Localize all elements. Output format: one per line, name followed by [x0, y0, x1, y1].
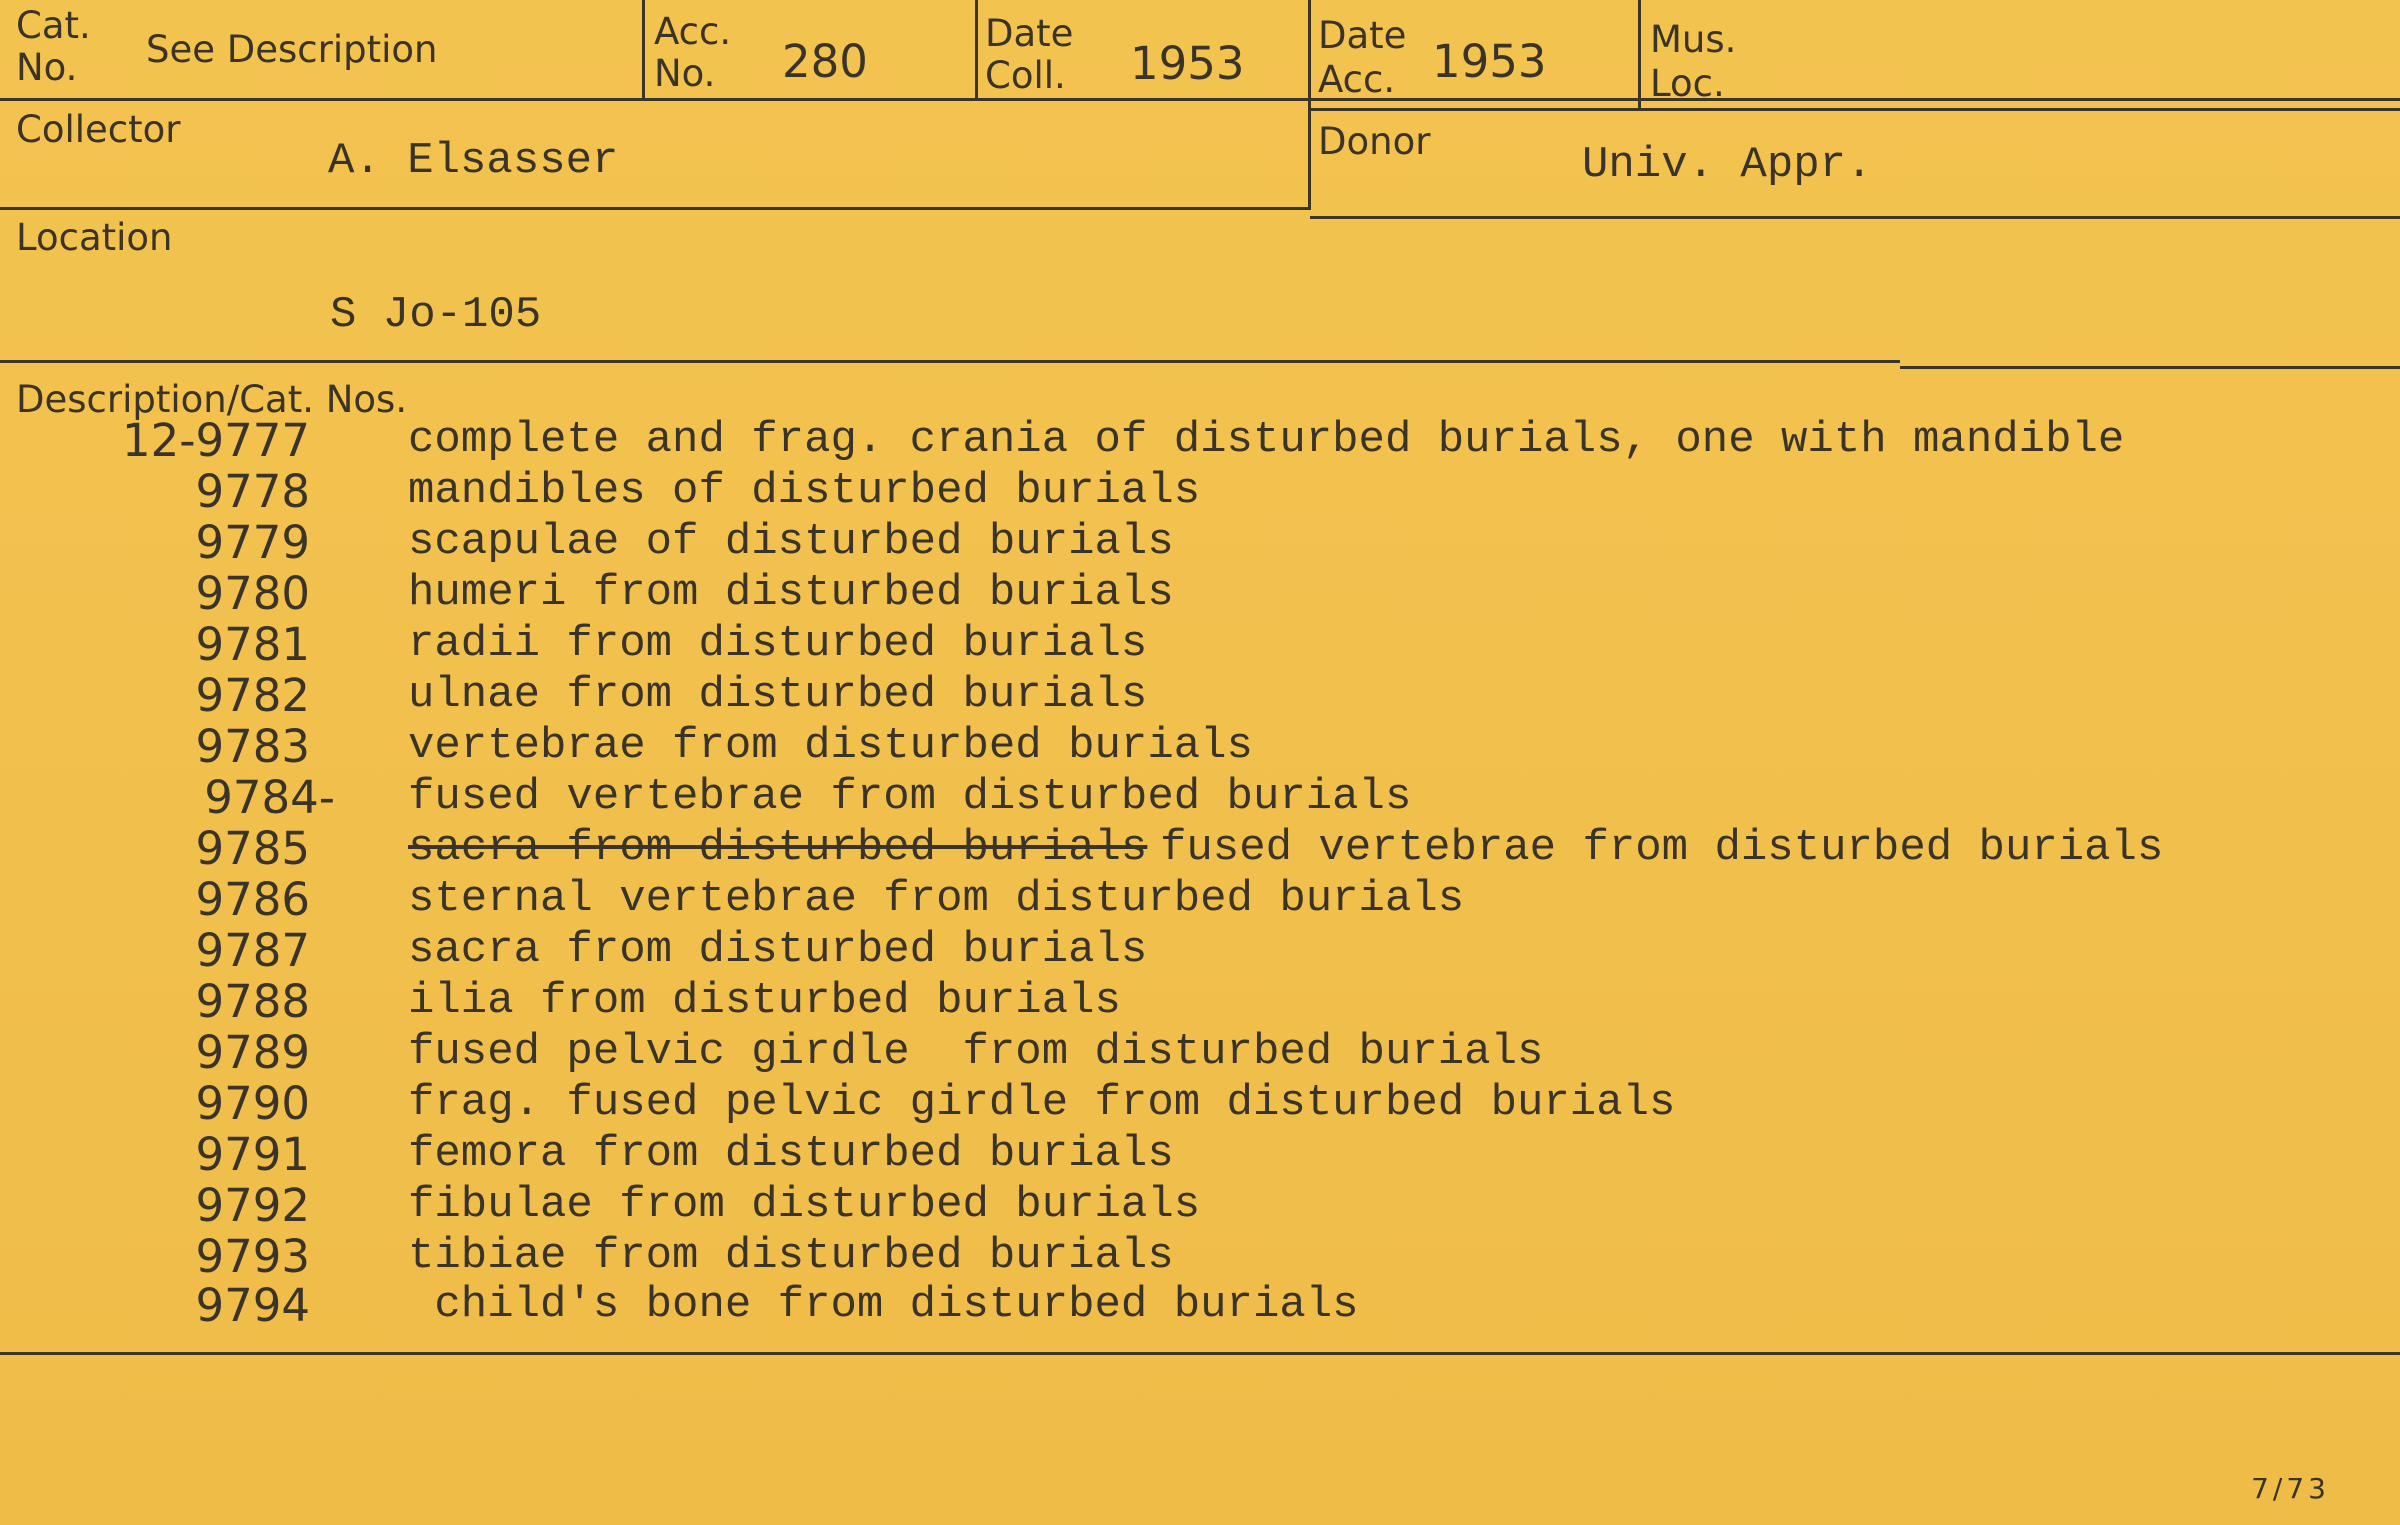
entry-text: child's bone from disturbed burials	[408, 1280, 1359, 1330]
mus-loc-label-2: Loc.	[1650, 62, 1725, 105]
entry-text: ilia from disturbed burials	[408, 976, 1121, 1026]
divider-3	[1308, 0, 1311, 110]
entry-number: 9792	[195, 1179, 310, 1232]
entry-number: 9790	[195, 1077, 310, 1130]
divider-2	[975, 0, 978, 100]
collector-donor-divider	[1308, 110, 1311, 210]
description-label: Description/Cat. Nos.	[16, 378, 408, 421]
footer-code: 7/73	[2251, 1472, 2330, 1505]
entry-text: ulnae from disturbed burials	[408, 670, 1148, 720]
description-bottom-rule	[0, 1352, 2400, 1355]
entry-text: vertebrae from disturbed burials	[408, 721, 1253, 771]
entry-number: 9781	[195, 618, 310, 671]
date-acc-value: 1953	[1432, 35, 1547, 88]
entry-text: mandibles of disturbed burials	[408, 466, 1201, 516]
entry-struck-text: sacra from disturbed burials	[408, 823, 1148, 873]
entry-text: radii from disturbed burials	[408, 619, 1148, 669]
entry-text: frag. fused pelvic girdle from disturbed burials	[408, 1078, 1676, 1128]
entry-number: 9778	[195, 465, 310, 518]
header-right-rule	[1310, 108, 2400, 111]
entry-text: sacra from disturbed burials	[408, 925, 1148, 975]
location-bottom-rule-b	[1900, 366, 2400, 369]
entry-number: 9783	[195, 720, 310, 773]
donor-bottom-rule	[1310, 216, 2400, 219]
cat-no-label-2: No.	[16, 46, 78, 89]
entry-number: 9794	[195, 1279, 310, 1332]
donor-value: Univ. Appr.	[1582, 140, 1873, 190]
location-bottom-rule-a	[0, 360, 1900, 363]
entry-text: femora from disturbed burials	[408, 1129, 1174, 1179]
entry-text: tibiae from disturbed burials	[408, 1231, 1174, 1281]
location-value: S Jo-105	[330, 290, 542, 340]
entry-text: fused vertebrae from disturbed burials	[408, 772, 1412, 822]
entry-text: fibulae from disturbed burials	[408, 1180, 1201, 1230]
entry-text: humeri from disturbed burials	[408, 568, 1174, 618]
entry-number: 9788	[195, 975, 310, 1028]
entry-text: scapulae of disturbed burials	[408, 517, 1174, 567]
cat-no-value: See Description	[146, 28, 438, 71]
date-coll-label-1: Date	[985, 12, 1074, 55]
entry-number: 9784-	[204, 771, 335, 824]
entry-text: fused pelvic girdle from disturbed burials	[408, 1027, 1544, 1077]
mus-loc-label-1: Mus.	[1650, 18, 1737, 61]
collector-value: A. Elsasser	[328, 136, 619, 186]
date-acc-label-1: Date	[1318, 14, 1407, 57]
cat-no-label-1: Cat.	[16, 4, 91, 47]
header-bottom-rule	[0, 98, 2400, 101]
entry-text: sternal vertebrae from disturbed burials	[408, 874, 1465, 924]
acc-no-value: 280	[782, 35, 868, 88]
entry-number: 9793	[195, 1230, 310, 1283]
divider-4	[1638, 0, 1641, 110]
entry-number: 9785	[195, 822, 310, 875]
divider-1	[642, 0, 645, 100]
entry-text: fused vertebrae from disturbed burials	[1160, 823, 2164, 873]
date-acc-label-2: Acc.	[1318, 58, 1396, 101]
acc-no-label-1: Acc.	[654, 10, 732, 53]
collector-bottom-rule	[0, 207, 1310, 210]
entry-text: complete and frag. crania of disturbed burials, one with mandible	[408, 415, 2125, 465]
entry-number: 9780	[195, 567, 310, 620]
donor-label: Donor	[1318, 120, 1431, 163]
entry-number: 9791	[195, 1128, 310, 1181]
entry-number: 9782	[195, 669, 310, 722]
entry-number: 9786	[195, 873, 310, 926]
date-coll-label-2: Coll.	[985, 54, 1066, 97]
entry-number: 9789	[195, 1026, 310, 1079]
entry-number: 12-9777	[121, 414, 310, 467]
entry-number: 9787	[195, 924, 310, 977]
collector-label: Collector	[16, 108, 181, 151]
acc-no-label-2: No.	[654, 52, 716, 95]
date-coll-value: 1953	[1130, 37, 1245, 90]
location-label: Location	[16, 216, 173, 259]
entry-number: 9779	[195, 516, 310, 569]
